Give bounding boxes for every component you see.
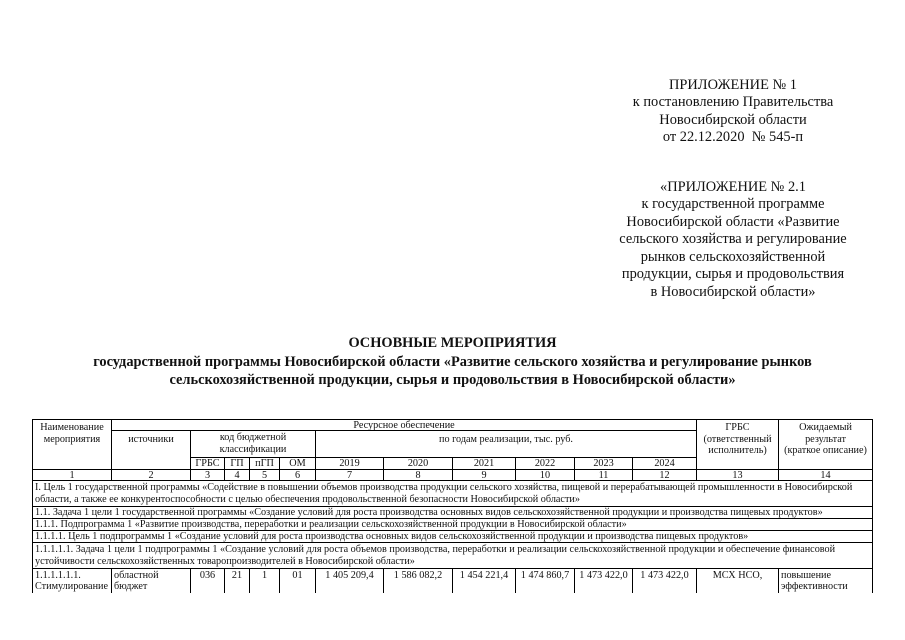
appendix-2-1-heading: «ПРИЛОЖЕНИЕ № 2.1 [660, 179, 806, 195]
activities-table [32, 419, 873, 593]
column-number: 12 [633, 470, 697, 481]
column-number: 13 [697, 470, 779, 481]
header-code-om: ОМ [280, 458, 316, 470]
title-subheading-line: сельскохозяйственной продукции, сырья и продовольствия в Новосибирской области» [169, 372, 736, 388]
header-year: 2024 [633, 458, 697, 470]
section-row-subprogram-task-1-1-1-1-1 [33, 543, 873, 569]
column-number: 9 [453, 470, 516, 481]
row-amount-2020: 1 586 082,2 [384, 569, 453, 593]
section-row-line: I. Цель 1 государственной программы «Содействие в повышении объемов производства продукции сельского хозяйства, пищевой и перерабатывающей промышленности в Новосибирской [35, 482, 853, 493]
column-number: 2 [112, 470, 191, 481]
row-funding-source-line: областной [114, 569, 159, 581]
header-resource-support: Ресурсное обеспечение [112, 420, 697, 431]
header-year: 2019 [316, 458, 384, 470]
header-expected-result-line: (краткое описание) [784, 445, 867, 456]
header-budget-code-line: код бюджетной [219, 432, 287, 443]
header-responsible-executor [697, 420, 779, 470]
column-number: 5 [250, 470, 280, 481]
header-expected-result-line: Ожидаемый [799, 422, 852, 433]
header-budget-code-line: классификации [219, 443, 287, 455]
column-number: 1 [33, 470, 112, 481]
row-activity-title: Стимулирование [35, 581, 109, 592]
row-funding-source-line: бюджет [114, 581, 148, 592]
header-activity-name-line: мероприятия [43, 433, 101, 445]
appendix-2-1-line: к государственной программе [641, 196, 825, 213]
row-expected-result-line: повышение [781, 569, 831, 581]
section-row-task-1-1: 1.1. Задача 1 цели 1 государственной программы «Создание условий для роста производства основных видов сельскохозяйственной продукции и производства пищевых продуктов» [33, 507, 873, 519]
header-by-years: по годам реализации, тыс. руб. [316, 431, 697, 458]
header-responsible-line: (ответственный [703, 433, 772, 445]
row-amount-2024: 1 473 422,0 [633, 569, 697, 593]
appendix-2-1-line: в Новосибирской области» [650, 283, 816, 300]
header-responsible-line: ГРБС [725, 422, 750, 433]
row-code-pgp: 1 [250, 569, 280, 593]
header-code-gp: ГП [225, 458, 250, 470]
column-number: 7 [316, 470, 384, 481]
header-expected-result-line: результат [805, 433, 846, 445]
appendix-1-line: к постановлению Правительства [632, 94, 834, 111]
column-number: 3 [191, 470, 225, 481]
row-amount-2023: 1 473 422,0 [575, 569, 633, 593]
section-row-line: устойчивости сельскохозяйственных товаропроизводителей в Новосибирской области» [35, 555, 415, 567]
row-amount-2022: 1 474 860,7 [516, 569, 575, 593]
section-row-line: области, а также ее конкурентоспособности с целью обеспечения продовольственной безопасности Новосибирской области» [35, 493, 580, 505]
appendix-2-1-block [602, 179, 864, 301]
header-year: 2020 [384, 458, 453, 470]
header-sources: источники [112, 431, 191, 470]
header-budget-classification-code [191, 431, 316, 458]
row-amount-2021: 1 454 221,4 [453, 569, 516, 593]
header-code-pgp: пГП [250, 458, 280, 470]
column-number: 4 [225, 470, 250, 481]
row-code-grbs: 036 [191, 569, 225, 593]
section-row-goal-1 [33, 481, 873, 507]
header-code-grbs: ГРБС [191, 458, 225, 470]
document-title [0, 334, 905, 390]
header-year: 2022 [516, 458, 575, 470]
header-responsible-line: исполнитель) [708, 445, 767, 456]
appendix-2-1-line: сельского хозяйства и регулирование [619, 231, 847, 248]
column-number: 11 [575, 470, 633, 481]
column-number: 10 [516, 470, 575, 481]
title-heading: ОСНОВНЫЕ МЕРОПРИЯТИЯ [348, 335, 557, 351]
row-activity-number: 1.1.1.1.1.1. [35, 569, 81, 581]
appendix-2-1-line: рынков сельскохозяйственной [640, 248, 826, 265]
appendix-1-date-number: от 22.12.2020 № 545-п [662, 129, 804, 146]
header-year: 2021 [453, 458, 516, 470]
column-number: 14 [779, 470, 873, 481]
section-row-line: 1.1.1.1.1. Задача 1 цели 1 подпрограммы 1 «Создание условий для роста объемов производства, переработки и реализации сельскохозяйственной продукции и обеспечение финансовой [35, 544, 836, 555]
row-expected-result [779, 569, 873, 593]
row-code-gp: 21 [225, 569, 250, 593]
row-amount-2019: 1 405 209,4 [316, 569, 384, 593]
appendix-1-block [602, 77, 864, 147]
row-code-om: 01 [280, 569, 316, 593]
column-number: 6 [280, 470, 316, 481]
appendix-2-1-line: Новосибирской области «Развитие [626, 213, 840, 230]
header-activity-name-line: Наименование [40, 422, 104, 433]
row-funding-source [112, 569, 191, 593]
row-expected-result-line: эффективности [781, 581, 848, 592]
header-expected-result [779, 420, 873, 470]
header-year: 2023 [575, 458, 633, 470]
header-activity-name [33, 420, 112, 470]
row-activity-name [33, 569, 112, 593]
column-number: 8 [384, 470, 453, 481]
title-subheading-line: государственной программы Новосибирской области «Развитие сельского хозяйства и регулирование рынков [93, 353, 812, 370]
section-row-subprogram-goal-1-1-1-1: 1.1.1.1. Цель 1 подпрограммы 1 «Создание условий для роста производства основных видов сельскохозяйственной продукции и производства пищевых продуктов» [33, 531, 873, 543]
appendix-1-heading: ПРИЛОЖЕНИЕ № 1 [669, 77, 797, 93]
row-responsible-executor: МСХ НСО, [697, 569, 779, 593]
appendix-2-1-line: продукции, сырья и продовольствия [621, 266, 845, 283]
section-row-subprogram-1-1-1: 1.1.1. Подпрограмма 1 «Развитие производства, переработки и реализации сельскохозяйственной продукции в Новосибирской области» [33, 519, 873, 531]
appendix-1-line: Новосибирской области [659, 111, 807, 128]
